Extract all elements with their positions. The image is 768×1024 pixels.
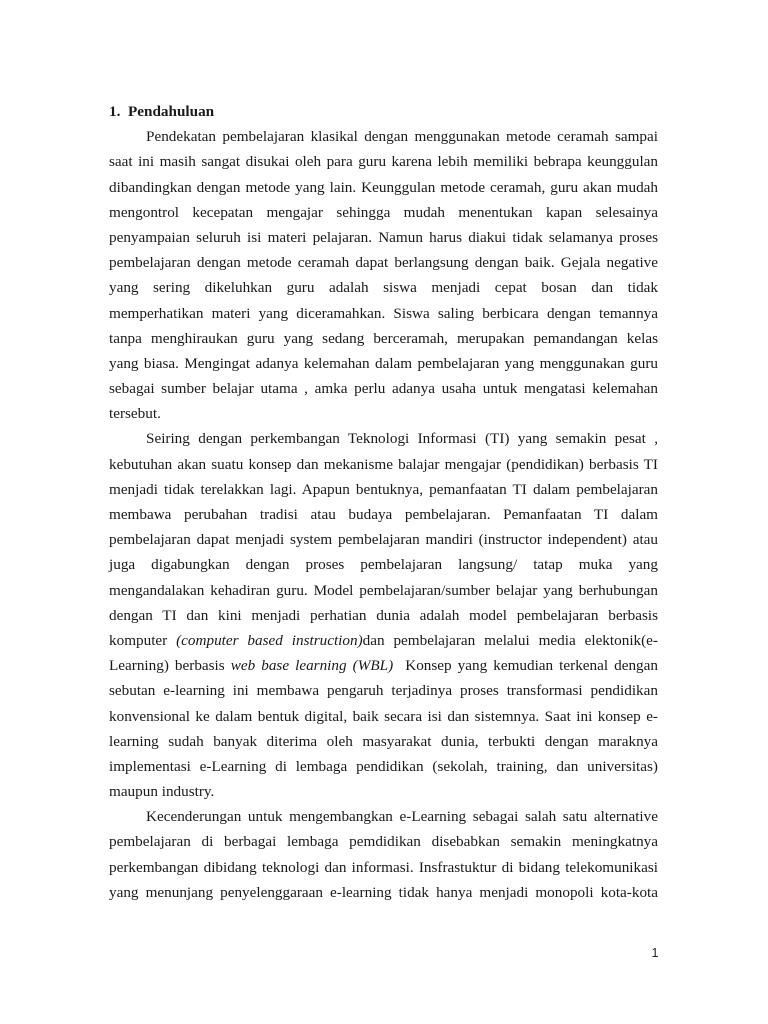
text-run: pembelajaran dengan metode ceramah dapat berlangsung dengan baik. Gejala negative [109,254,658,272]
text-line [109,754,658,779]
section-heading [109,99,658,124]
text-line [109,452,658,477]
text-run: implementasi e-Learning di lembaga pendidikan (sekolah, training, dan universitas) [109,757,658,775]
text-run: perkembangan dibidang teknologi dan informasi. Insfrastuktur di bidang telekomunikasi [109,858,658,876]
text-line [109,704,658,729]
text-run: yang menunjang penyelenggaraan e-learning tidak hanya menjadi monopoli kota-kota [109,883,658,901]
text-line [109,653,658,678]
italic-text: (computer based instruction) [176,631,363,649]
paragraph [109,426,658,804]
text-line [109,225,658,250]
text-run: komputer [109,631,177,649]
text-run: penyampaian seluruh isi materi pelajaran. Namun harus diakui tidak selamanya proses [109,228,658,246]
document-body [109,99,658,905]
text-line [109,829,658,854]
text-run: membawa perubahan tradisi atau budaya pembelajaran. Pemanfaatan TI dalam [109,506,658,524]
text-run: dengan TI dan kini menjadi perhatian dunia adalah model pembelajaran berbasis [109,606,658,624]
text-run: saat ini masih sangat disukai oleh para guru karena lebih memiliki bebrapa keunggulan [109,153,658,171]
text-run: pembelajaran dapat menjadi system pembelajaran mandiri (instructor independent) atau [109,531,658,549]
text-line [109,804,658,829]
text-line [109,124,658,149]
text-line [109,200,658,225]
text-line [109,779,658,804]
text-run: dan pembelajaran melalui media elektonik(e- [362,631,658,649]
text-line [109,351,658,376]
text-line [109,175,658,200]
paragraph [109,124,658,426]
section-title: Pendahuluan [128,103,215,120]
text-line [109,301,658,326]
paragraph-container [109,124,658,905]
text-line [109,552,658,577]
text-line [109,250,658,275]
text-line [109,275,658,300]
text-run: mengontrol kecepatan mengajar sehingga mudah menentukan kapan selesainya [109,203,658,221]
text-line [109,477,658,502]
section-number: 1. [109,103,121,120]
text-run: menjadi tidak terelakkan lagi. Apapun bentuknya, pemanfaatan TI dalam pembelajaran [109,480,658,498]
text-run: sebagai sumber belajar utama , amka perlu adanya usaha untuk mengatasi kelemahan [109,380,658,398]
page-number: 1 [651,946,659,960]
text-run: tanpa menghiraukan guru yang sedang berceramah, merupakan pemandangan kelas [109,329,658,347]
text-run: tersebut. [109,405,161,423]
text-run: maupun industry. [109,783,215,801]
italic-text: web base learning (WBL) [230,657,394,675]
text-run: mengandalakan kehadiran guru. Model pembelajaran/sumber belajar yang berhubungan [109,581,658,599]
text-line [109,401,658,426]
text-line [109,678,658,703]
text-run: dibandingkan dengan metode yang lain. Keunggulan metode ceramah, guru akan mudah [109,178,658,196]
text-run: konvensional ke dalam bentuk digital, baik secara isi dan sistemnya. Saat ini konsep e- [109,707,658,725]
text-run: pembelajaran di berbagai lembaga pemdidikan disebabkan semakin meningkatnya [109,833,658,851]
text-line [109,603,658,628]
text-run: kebutuhan akan suatu konsep dan mekanisme balajar mengajar (pendidikan) berbasis TI [109,455,658,473]
paragraph [109,804,658,905]
text-run: memperhatikan materi yang diceramahkan. Siswa saling berbicara dengan temannya [109,304,658,322]
text-line [109,376,658,401]
text-run: Seiring dengan perkembangan Teknologi Informasi (TI) yang semakin pesat , [146,430,658,448]
text-run: learning sudah banyak diterima oleh masyarakat dunia, terbukti dengan maraknya [109,732,658,750]
text-run: Konsep yang kemudian terkenal dengan [393,657,658,675]
text-run: yang sering dikeluhkan guru adalah siswa menjadi cepat bosan dan tidak [109,279,658,297]
text-line [109,527,658,552]
text-line [109,502,658,527]
text-line [109,880,658,905]
text-line [109,149,658,174]
text-run: juga digabungkan dengan proses pembelajaran langsung/ tatap muka yang [109,556,658,574]
text-line [109,729,658,754]
text-line [109,326,658,351]
text-run: Pendekatan pembelajaran klasikal dengan menggunakan metode ceramah sampai [146,128,658,146]
text-run: Learning) berbasis [109,657,231,675]
text-run: Kecenderungan untuk mengembangkan e-Learning sebagai salah satu alternative [146,808,658,826]
text-run: sebutan e-learning ini membawa pengaruh terjadinya proses transformasi pendidikan [109,682,658,700]
text-run: yang biasa. Mengingat adanya kelemahan dalam pembelajaran yang menggunakan guru [109,354,658,372]
text-line [109,855,658,880]
text-line [109,426,658,451]
text-line [109,578,658,603]
text-line [109,628,658,653]
